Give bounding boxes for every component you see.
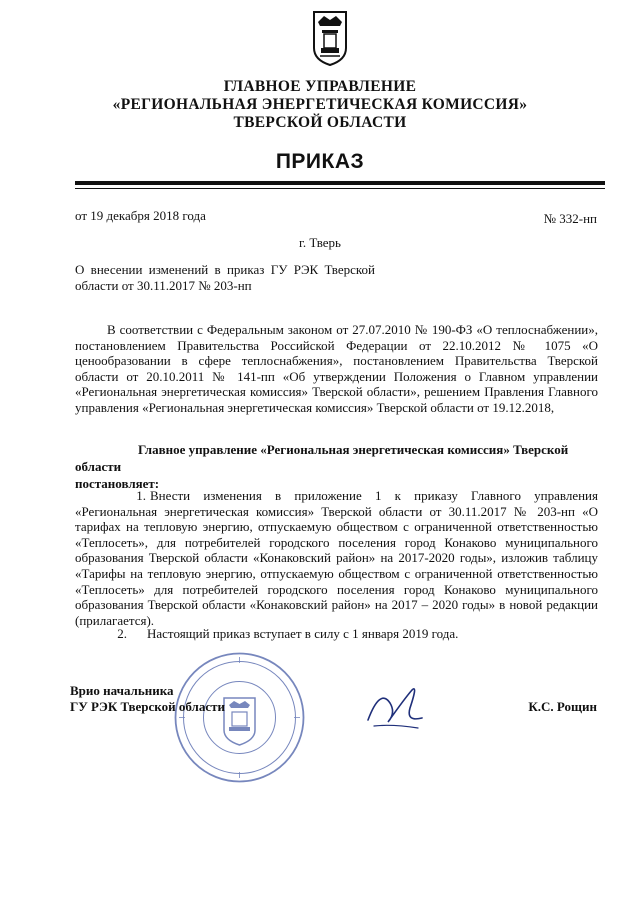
header-divider-thin <box>75 188 605 189</box>
preamble-paragraph: В соответствии с Федеральным законом от 27.07.2010 № 190-ФЗ «О теплоснабжении», постановлением Правительства Российской Федерации от 22.10.2012 № 1075 «О ценообразовании в сфере теплоснабжения», постановлением Правительства Тверской области от 20.10.2011 № 141-пп «Об утверждении Положения о Главном управлении «Региональная энергетическая комиссия» Тверской области», решением Правления Главного управления «Региональная энергетическая комиссия» Тверской области от 19.12.2018, <box>75 322 598 415</box>
signatory-position-line1: Врио начальника <box>70 683 174 698</box>
coat-of-arms-emblem <box>310 8 350 68</box>
document-date: от 19 декабря 2018 года <box>75 208 206 223</box>
document-city: г. Тверь <box>299 235 341 250</box>
signatory-name: К.С. Рощин <box>528 699 597 714</box>
document-type-title: ПРИКАЗ <box>275 150 365 173</box>
official-stamp <box>172 650 307 785</box>
list-item-number: 1. <box>136 488 146 503</box>
resolves-line2: постановляет: <box>75 476 160 491</box>
header-divider-thick <box>75 181 605 185</box>
org-name-line2: «РЕГИОНАЛЬНАЯ ЭНЕРГЕТИЧЕСКАЯ КОМИССИЯ» <box>112 96 528 113</box>
list-item-text: Внести изменения в приложение 1 к приказу Главного управления «Региональная энергетическая комиссия» Тверской области от 30.11.2017 № 203-нп «О тарифах на тепловую энергию, отпускаемую обществом с ограниченной ответственностью «Теплосеть», для потребителей городского поселения город Конаково муниципального образования Тверской области «Конаковский район» на 2017-2020 годы», изложив таблицу «Тарифы на тепловую энергию, отпускаемую обществом с ограниченной ответственностью «Теплосеть» для потребителей городского поселения город Конаково муниципального образования Тверской области «Конаковский район» на 2017 – 2020 годы» в новой редакции (прилагается). <box>75 488 598 628</box>
document-subject: О внесении изменений в приказ ГУ РЭК Тверской области от 30.11.2017 № 203-нп <box>75 262 375 293</box>
list-item-number: 2. <box>117 626 127 641</box>
org-name-line3: ТВЕРСКОЙ ОБЛАСТИ <box>233 114 407 131</box>
list-item-text: Настоящий приказ вступает в силу с 1 января 2019 года. <box>147 626 459 641</box>
signatory-position <box>70 683 225 715</box>
signatory-position-line2: ГУ РЭК Тверской области <box>70 699 225 714</box>
org-name-line1: ГЛАВНОЕ УПРАВЛЕНИЕ <box>223 78 417 95</box>
handwritten-signature <box>360 678 430 738</box>
resolves-block <box>75 441 598 492</box>
resolves-line1: Главное управление «Региональная энергетическая комиссия» Тверской области <box>75 442 569 474</box>
document-number: № 332-нп <box>543 211 597 226</box>
list-item <box>75 626 598 642</box>
list-item <box>75 488 598 628</box>
